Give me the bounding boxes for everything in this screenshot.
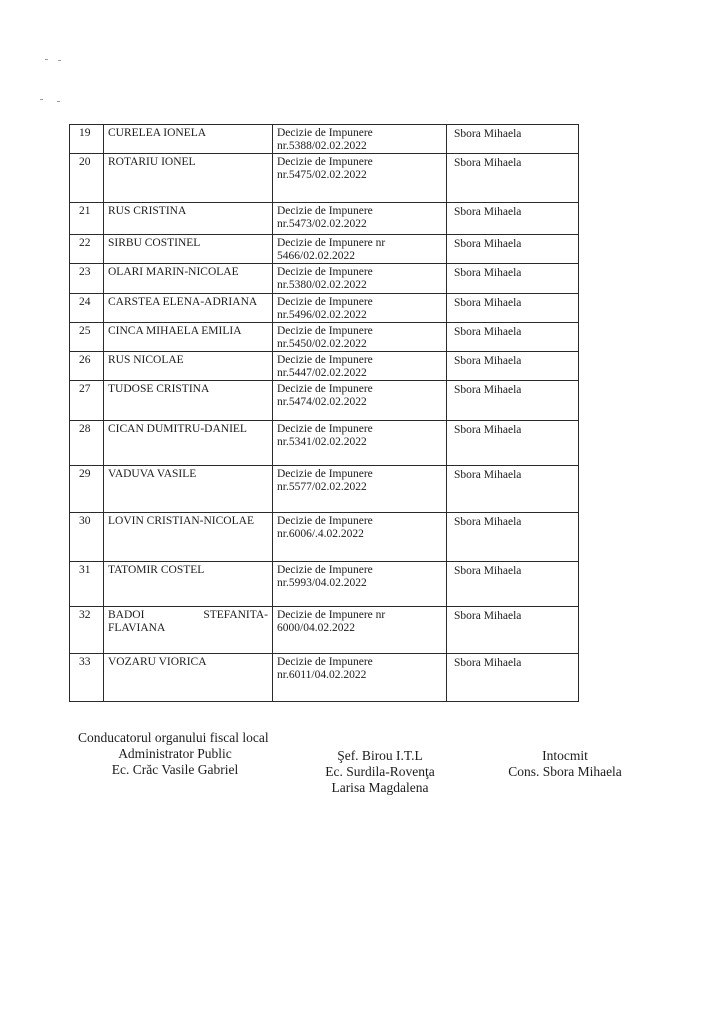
scan-speck — [58, 60, 61, 61]
decision-title: Decizie de Impunere — [277, 325, 373, 337]
decision-reference — [273, 607, 447, 654]
signature-name: Ec. Crăc Vasile Gabriel — [111, 762, 239, 777]
row-number: 26 — [70, 352, 104, 381]
decision-reference — [273, 352, 447, 381]
responsible-person: Sbora Mihaela — [447, 654, 579, 702]
decision-reference — [273, 203, 447, 235]
person-name: RUS CRISTINA — [104, 203, 273, 235]
responsible-person: Sbora Mihaela — [447, 235, 579, 264]
row-number: 25 — [70, 323, 104, 352]
responsible-person: Sbora Mihaela — [447, 125, 579, 154]
decision-number: nr.5380/02.02.2022 — [277, 279, 367, 291]
table-row — [70, 466, 579, 513]
decision-title: Decizie de Impunere nr — [277, 609, 386, 621]
person-name: CICAN DUMITRU-DANIEL — [104, 421, 273, 466]
row-number: 30 — [70, 513, 104, 562]
person-name: TUDOSE CRISTINA — [104, 381, 273, 421]
decision-reference — [273, 381, 447, 421]
decision-title: Decizie de Impunere — [277, 205, 373, 217]
decision-title: Decizie de Impunere — [277, 564, 373, 576]
person-name: CURELEA IONELA — [104, 125, 273, 154]
signature-role: Conducatorul organului fiscal local — [78, 730, 269, 745]
table-row — [70, 381, 579, 421]
decision-number: nr.5474/02.02.2022 — [277, 396, 367, 408]
person-name: RUS NICOLAE — [104, 352, 273, 381]
decision-number: nr.5473/02.02.2022 — [277, 218, 367, 230]
person-name — [104, 607, 273, 654]
person-name: OLARI MARIN-NICOLAE — [104, 264, 273, 294]
responsible-person: Sbora Mihaela — [447, 323, 579, 352]
table-row — [70, 352, 579, 381]
decision-reference — [273, 294, 447, 323]
decision-title: Decizie de Impunere — [277, 266, 373, 278]
signature-role: Intocmit — [542, 748, 588, 763]
row-number: 22 — [70, 235, 104, 264]
person-name: VOZARU VIORICA — [104, 654, 273, 702]
decision-number: nr.6006/.4.02.2022 — [277, 528, 364, 540]
signature-block-office — [305, 748, 455, 796]
person-name: VADUVA VASILE — [104, 466, 273, 513]
row-number: 29 — [70, 466, 104, 513]
signature-block-preparer — [495, 748, 635, 780]
scan-marks — [0, 0, 80, 120]
decision-number: nr.6011/04.02.2022 — [277, 669, 367, 681]
decision-number: 6000/04.02.2022 — [277, 622, 355, 634]
decision-reference — [273, 235, 447, 264]
responsible-person: Sbora Mihaela — [447, 203, 579, 235]
signature-name: Ec. Surdila-Rovenţa — [325, 764, 435, 779]
responsible-person: Sbora Mihaela — [447, 562, 579, 607]
decision-number: nr.5450/02.02.2022 — [277, 338, 367, 350]
responsible-person: Sbora Mihaela — [447, 607, 579, 654]
decision-reference — [273, 154, 447, 203]
person-name-part: FLAVIANA — [108, 622, 166, 634]
decision-title: Decizie de Impunere — [277, 656, 373, 668]
decision-number: nr.5388/02.02.2022 — [277, 140, 367, 152]
row-number: 28 — [70, 421, 104, 466]
decision-number: nr.5341/02.02.2022 — [277, 436, 367, 448]
row-number: 27 — [70, 381, 104, 421]
responsible-person: Sbora Mihaela — [447, 466, 579, 513]
person-name-part: STEFANITA- — [203, 609, 268, 621]
signature-title: Administrator Public — [118, 746, 232, 761]
table-row — [70, 323, 579, 352]
responsible-person: Sbora Mihaela — [447, 381, 579, 421]
row-number: 19 — [70, 125, 104, 154]
person-name-part: BADOI — [108, 609, 145, 621]
person-name: CARSTEA ELENA-ADRIANA — [104, 294, 273, 323]
responsible-person: Sbora Mihaela — [447, 513, 579, 562]
scan-speck — [40, 99, 43, 100]
row-number: 31 — [70, 562, 104, 607]
person-name: CINCA MIHAELA EMILIA — [104, 323, 273, 352]
table-row — [70, 125, 579, 154]
decision-title: Decizie de Impunere — [277, 515, 373, 527]
table-row — [70, 154, 579, 203]
decision-reference — [273, 654, 447, 702]
row-number: 33 — [70, 654, 104, 702]
row-number: 20 — [70, 154, 104, 203]
decision-number: 5466/02.02.2022 — [277, 250, 355, 262]
signature-block-head — [60, 730, 290, 778]
responsible-person: Sbora Mihaela — [447, 294, 579, 323]
decision-number: nr.5993/04.02.2022 — [277, 577, 367, 589]
decision-number: nr.5447/02.02.2022 — [277, 367, 367, 379]
decision-title: Decizie de Impunere — [277, 354, 373, 366]
table-row — [70, 264, 579, 294]
decision-title: Decizie de Impunere — [277, 383, 373, 395]
decision-reference — [273, 421, 447, 466]
decision-title: Decizie de Impunere — [277, 423, 373, 435]
responsible-person: Sbora Mihaela — [447, 264, 579, 294]
decision-title: Decizie de Impunere nr — [277, 237, 386, 249]
table-row — [70, 562, 579, 607]
table-row — [70, 513, 579, 562]
table-row — [70, 607, 579, 654]
decision-title: Decizie de Impunere — [277, 296, 373, 308]
table-row — [70, 294, 579, 323]
row-number: 23 — [70, 264, 104, 294]
table-row — [70, 235, 579, 264]
signature-name: Larisa Magdalena — [331, 780, 429, 795]
decision-number: nr.5475/02.02.2022 — [277, 169, 367, 181]
decision-title: Decizie de Impunere — [277, 156, 373, 168]
table-row — [70, 421, 579, 466]
decision-reference — [273, 323, 447, 352]
signature-name: Cons. Sbora Mihaela — [508, 764, 622, 779]
decision-reference — [273, 125, 447, 154]
table-row — [70, 203, 579, 235]
person-name: SIRBU COSTINEL — [104, 235, 273, 264]
row-number: 32 — [70, 607, 104, 654]
scan-speck — [45, 59, 48, 60]
decision-title: Decizie de Impunere — [277, 127, 373, 139]
decision-number: nr.5577/02.02.2022 — [277, 481, 367, 493]
decision-reference — [273, 466, 447, 513]
decision-reference — [273, 264, 447, 294]
person-name: LOVIN CRISTIAN-NICOLAE — [104, 513, 273, 562]
table-row — [70, 654, 579, 702]
responsible-person: Sbora Mihaela — [447, 421, 579, 466]
responsible-person: Sbora Mihaela — [447, 154, 579, 203]
decision-number: nr.5496/02.02.2022 — [277, 309, 367, 321]
decisions-table — [69, 124, 579, 702]
responsible-person: Sbora Mihaela — [447, 352, 579, 381]
person-name: TATOMIR COSTEL — [104, 562, 273, 607]
decision-reference — [273, 513, 447, 562]
signature-role: Şef. Birou I.T.L — [337, 748, 423, 763]
decision-reference — [273, 562, 447, 607]
row-number: 24 — [70, 294, 104, 323]
row-number: 21 — [70, 203, 104, 235]
scan-speck — [57, 101, 60, 102]
decision-title: Decizie de Impunere — [277, 468, 373, 480]
person-name: ROTARIU IONEL — [104, 154, 273, 203]
